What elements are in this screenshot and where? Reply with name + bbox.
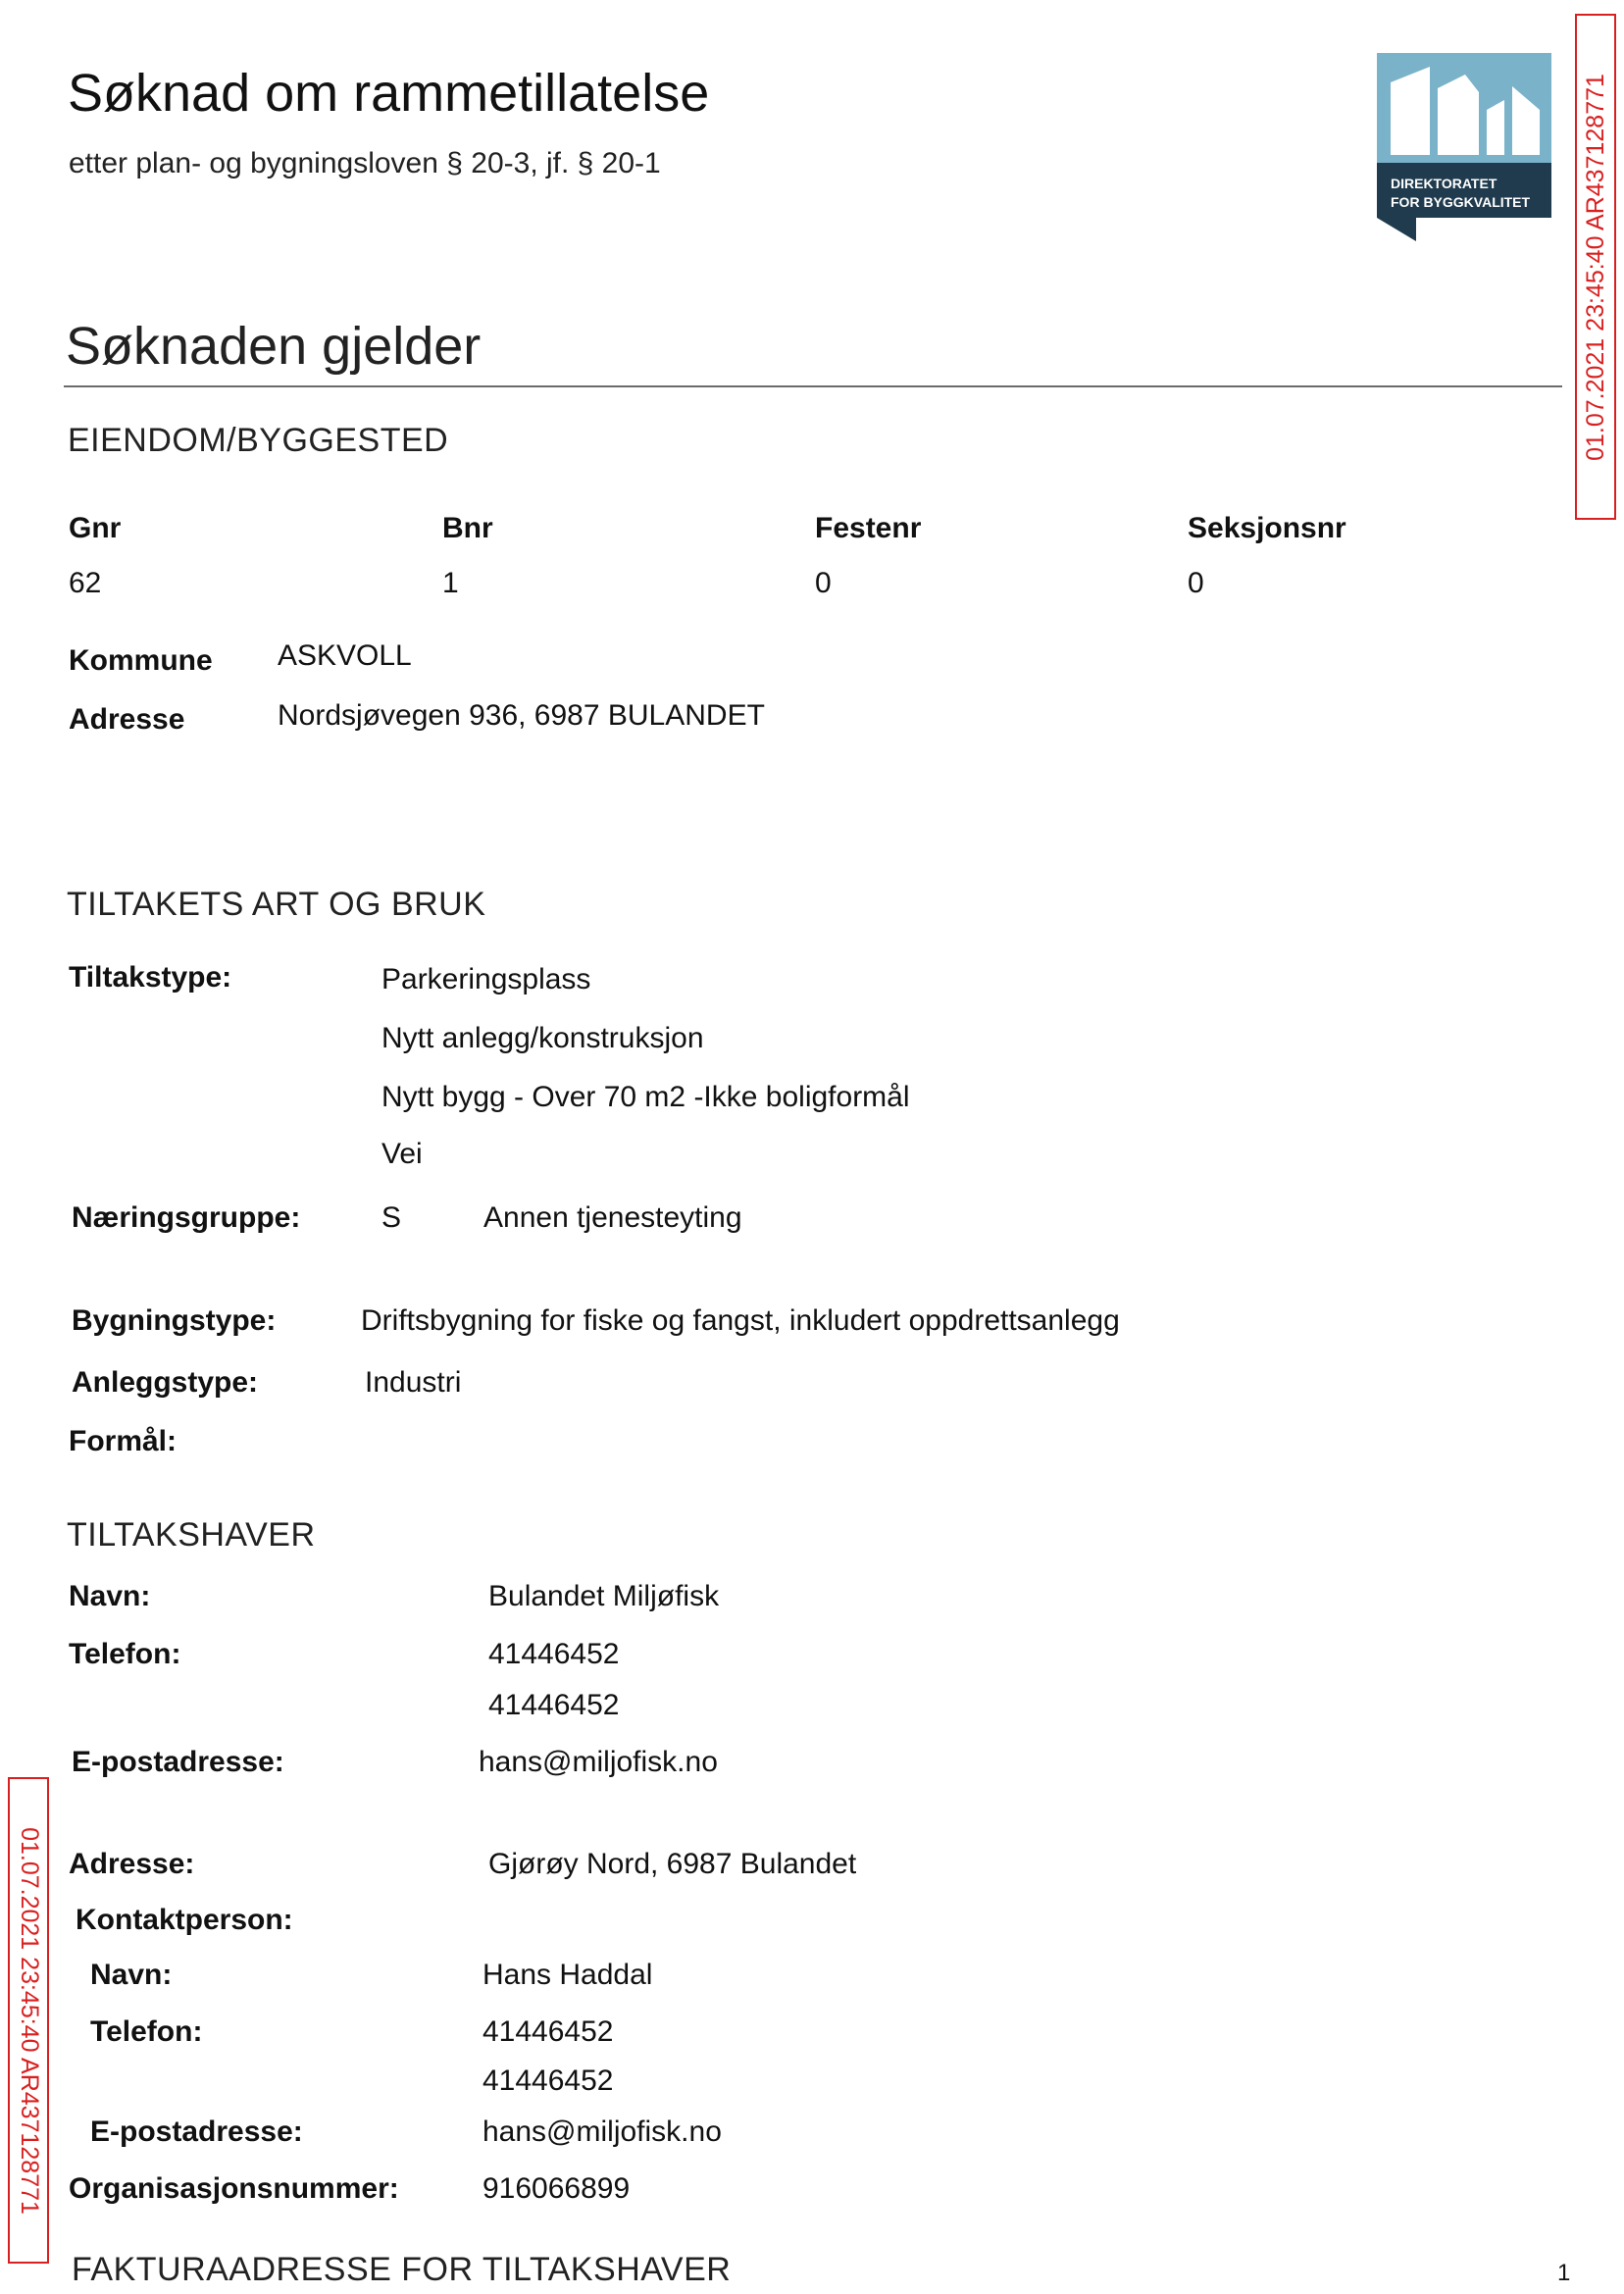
formal-label: Formål: xyxy=(69,1425,178,1457)
tiltakshaver-heading: TILTAKSHAVER xyxy=(67,1516,316,1554)
tiltakstype-item: Nytt anlegg/konstruksjon xyxy=(381,1022,704,1054)
bnr-value: 1 xyxy=(442,567,459,599)
kontaktperson-label: Kontaktperson: xyxy=(76,1904,293,1936)
kontakt-telefon-label: Telefon: xyxy=(90,2015,203,2048)
tiltakstype-label: Tiltakstype: xyxy=(69,961,232,994)
seksjonsnr-label: Seksjonsnr xyxy=(1188,512,1346,544)
tiltakstype-item: Nytt bygg - Over 70 m2 -Ikke boligformål xyxy=(381,1081,910,1113)
epost-value: hans@miljofisk.no xyxy=(479,1746,718,1778)
logo-text-line1: DIREKTORATET xyxy=(1391,176,1497,191)
orgnr-label: Organisasjonsnummer: xyxy=(69,2172,399,2205)
logo-flag xyxy=(1377,218,1416,241)
adresse-label: Adresse xyxy=(69,703,185,736)
tiltakstype-item: Parkeringsplass xyxy=(381,963,591,995)
timestamp-stamp-text: 01.07.2021 23:45:40 AR437128771 xyxy=(15,1826,43,2215)
kontakt-telefon-value: 41446452 xyxy=(482,2065,614,2097)
kontakt-epost-label: E-postadresse: xyxy=(90,2116,303,2148)
kontakt-navn-value: Hans Haddal xyxy=(482,1959,653,1991)
gnr-label: Gnr xyxy=(69,512,122,544)
timestamp-stamp-left xyxy=(8,1777,49,2264)
timestamp-stamp-right xyxy=(1575,14,1616,520)
document-subtitle: etter plan- og bygningsloven § 20-3, jf. § 20-1 xyxy=(69,147,661,179)
seksjonsnr-value: 0 xyxy=(1188,567,1204,599)
naeringsgruppe-label: Næringsgruppe: xyxy=(72,1201,301,1234)
naeringsgruppe-code: S xyxy=(381,1201,402,1234)
anleggstype-label: Anleggstype: xyxy=(72,1366,259,1399)
kontakt-telefon-value: 41446452 xyxy=(482,2015,614,2048)
navn-value: Bulandet Miljøfisk xyxy=(488,1580,720,1612)
document-title: Søknad om rammetillatelse xyxy=(68,64,710,123)
telefon-label: Telefon: xyxy=(69,1638,181,1670)
eiendom-heading: EIENDOM/BYGGESTED xyxy=(68,422,449,459)
tiltak-heading: TILTAKETS ART OG BRUK xyxy=(67,886,486,923)
adresse-value: Nordsjøvegen 936, 6987 BULANDET xyxy=(278,699,765,732)
bygningstype-value: Driftsbygning for fiske og fangst, inkludert oppdrettsanlegg xyxy=(361,1304,1120,1337)
telefon-value: 41446452 xyxy=(488,1689,620,1721)
section-divider xyxy=(64,385,1562,387)
page-number: 1 xyxy=(1557,2260,1571,2286)
logo-text-line2: FOR BYGGKVALITET xyxy=(1391,194,1531,210)
gnr-value: 62 xyxy=(69,567,102,599)
kontakt-navn-label: Navn: xyxy=(90,1959,173,1991)
tiltakshaver-adresse-value: Gjørøy Nord, 6987 Bulandet xyxy=(488,1848,857,1880)
navn-label: Navn: xyxy=(69,1580,151,1612)
telefon-value: 41446452 xyxy=(488,1638,620,1670)
kommune-label: Kommune xyxy=(69,644,213,677)
kommune-value: ASKVOLL xyxy=(278,639,412,672)
bygningstype-label: Bygningstype: xyxy=(72,1304,277,1337)
festenr-label: Festenr xyxy=(815,512,922,544)
faktura-heading: FAKTURAADRESSE FOR TILTAKSHAVER xyxy=(72,2251,732,2288)
dibk-logo xyxy=(1377,53,1551,241)
timestamp-stamp-text: 01.07.2021 23:45:40 AR437128771 xyxy=(1581,73,1609,461)
festenr-value: 0 xyxy=(815,567,832,599)
naeringsgruppe-value: Annen tjenesteyting xyxy=(483,1201,742,1234)
orgnr-value: 916066899 xyxy=(482,2172,631,2205)
kontakt-epost-value: hans@miljofisk.no xyxy=(482,2116,722,2148)
tiltakstype-item: Vei xyxy=(381,1138,423,1170)
epost-label: E-postadresse: xyxy=(72,1746,284,1778)
section-title: Søknaden gjelder xyxy=(66,317,482,376)
anleggstype-value: Industri xyxy=(365,1366,462,1399)
bnr-label: Bnr xyxy=(442,512,493,544)
tiltakshaver-adresse-label: Adresse: xyxy=(69,1848,195,1880)
